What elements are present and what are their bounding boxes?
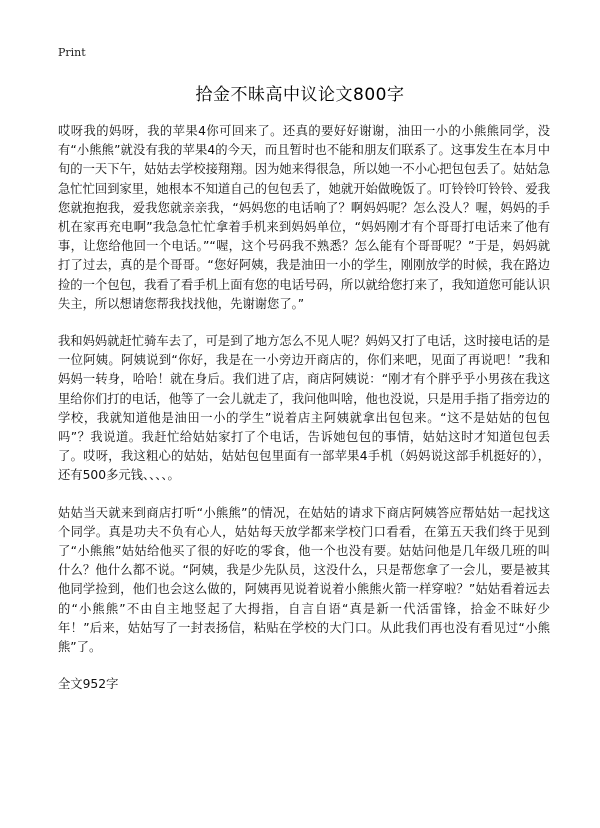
word-count: 全文952字	[58, 677, 119, 692]
print-link[interactable]: Print	[58, 46, 86, 59]
article-body	[58, 122, 550, 694]
article-paragraph-2: 我和妈妈就赶忙骑车去了，可是到了地方怎么不见人呢？妈妈又打了电话，这时接电话的是一位阿姨。阿姨说到“你好，我是在一小旁边开商店的，你们来吧，见面了再说吧！”我和妈妈一转身，哈哈！就在身后。我们进了店，商店阿姨说：“刚才有个胖乎乎小男孩在我这里给你们打的电话，他等了一会儿就走了，我问他叫啥，他也没说，只是用手指了指旁边的学校，我就知道他是油田一小的学生”说着店主阿姨就拿出包包来。“这不是姑姑的包包吗”？我说道。我赶忙给姑姑家打了个电话，告诉她包包的事情，姑姑这时才知道包包丢了。哎呀，我这粗心的姑姑，姑姑包包里面有一部苹果4手机（妈妈说这部手机挺好的），还有500多元钱、、、、。	[58, 334, 550, 483]
article-paragraph-3: 姑姑当天就来到商店打听“小熊熊”的情况，在姑姑的请求下商店阿姨答应帮姑姑一起找这个同学。真是功夫不负有心人，姑姑每天放学都来学校门口看看，在第五天我们终于见到了“小熊熊”姑姑给他买了很的好吃的零食，他一个也没有要。姑姑问他是几年级几班的叫什么？他什么都不说。“阿姨，我是少先队员，这没什么，只是帮您拿了一会儿，要是被其他同学捡到，他们也会这么做的，阿姨再见说着说着小熊熊火箭一样穿啦？”姑姑看着远去的“小熊熊”不由自主地竖起了大拇指，自言自语“真是新一代活雷锋，拾金不昧好少年！”后来，姑姑写了一封表扬信，粘贴在学校的大门口。从此我们再也没有看见过“小熊熊”了。	[58, 505, 550, 655]
article-paragraph-1: 哎呀我的妈呀，我的苹果4你可回来了。还真的要好好谢谢，油田一小的小熊熊同学，没有“小熊熊”就没有我的苹果4的今天，而且暂时也不能和朋友们联系了。这事发生在本月中旬的一天下午，姑姑去学校接翔翔。因为她来得很急，所以她一不小心把包包丢了。姑姑急急忙忙回到家里，她根本不知道自己的包包丢了，她就开始做晚饭了。叮铃铃叮铃铃、爱我您就抱抱我，爱我您就亲亲我，“妈妈您的电话响了？啊妈妈呢？怎么没人？喔，妈妈的手机在家再充电啊”我急急忙忙拿着手机来到妈妈单位，“妈妈刚才有个哥哥打电话来了他有事，让您给他回一个电话。”“喔，这个号码我不熟悉？怎么能有个哥哥呢？”于是，妈妈就打了过去，真的是个哥哥。“您好阿姨，我是油田一小的学生，刚刚放学的时候，我在路边捡的一个包包，我看了看手机上面有您的电话号码，所以就给您打来了，我知道您可能认识失主，所以想请您帮我找找他，先谢谢您了。”	[58, 124, 550, 311]
page-title: 拾金不昧高中议论文800字	[195, 85, 405, 105]
